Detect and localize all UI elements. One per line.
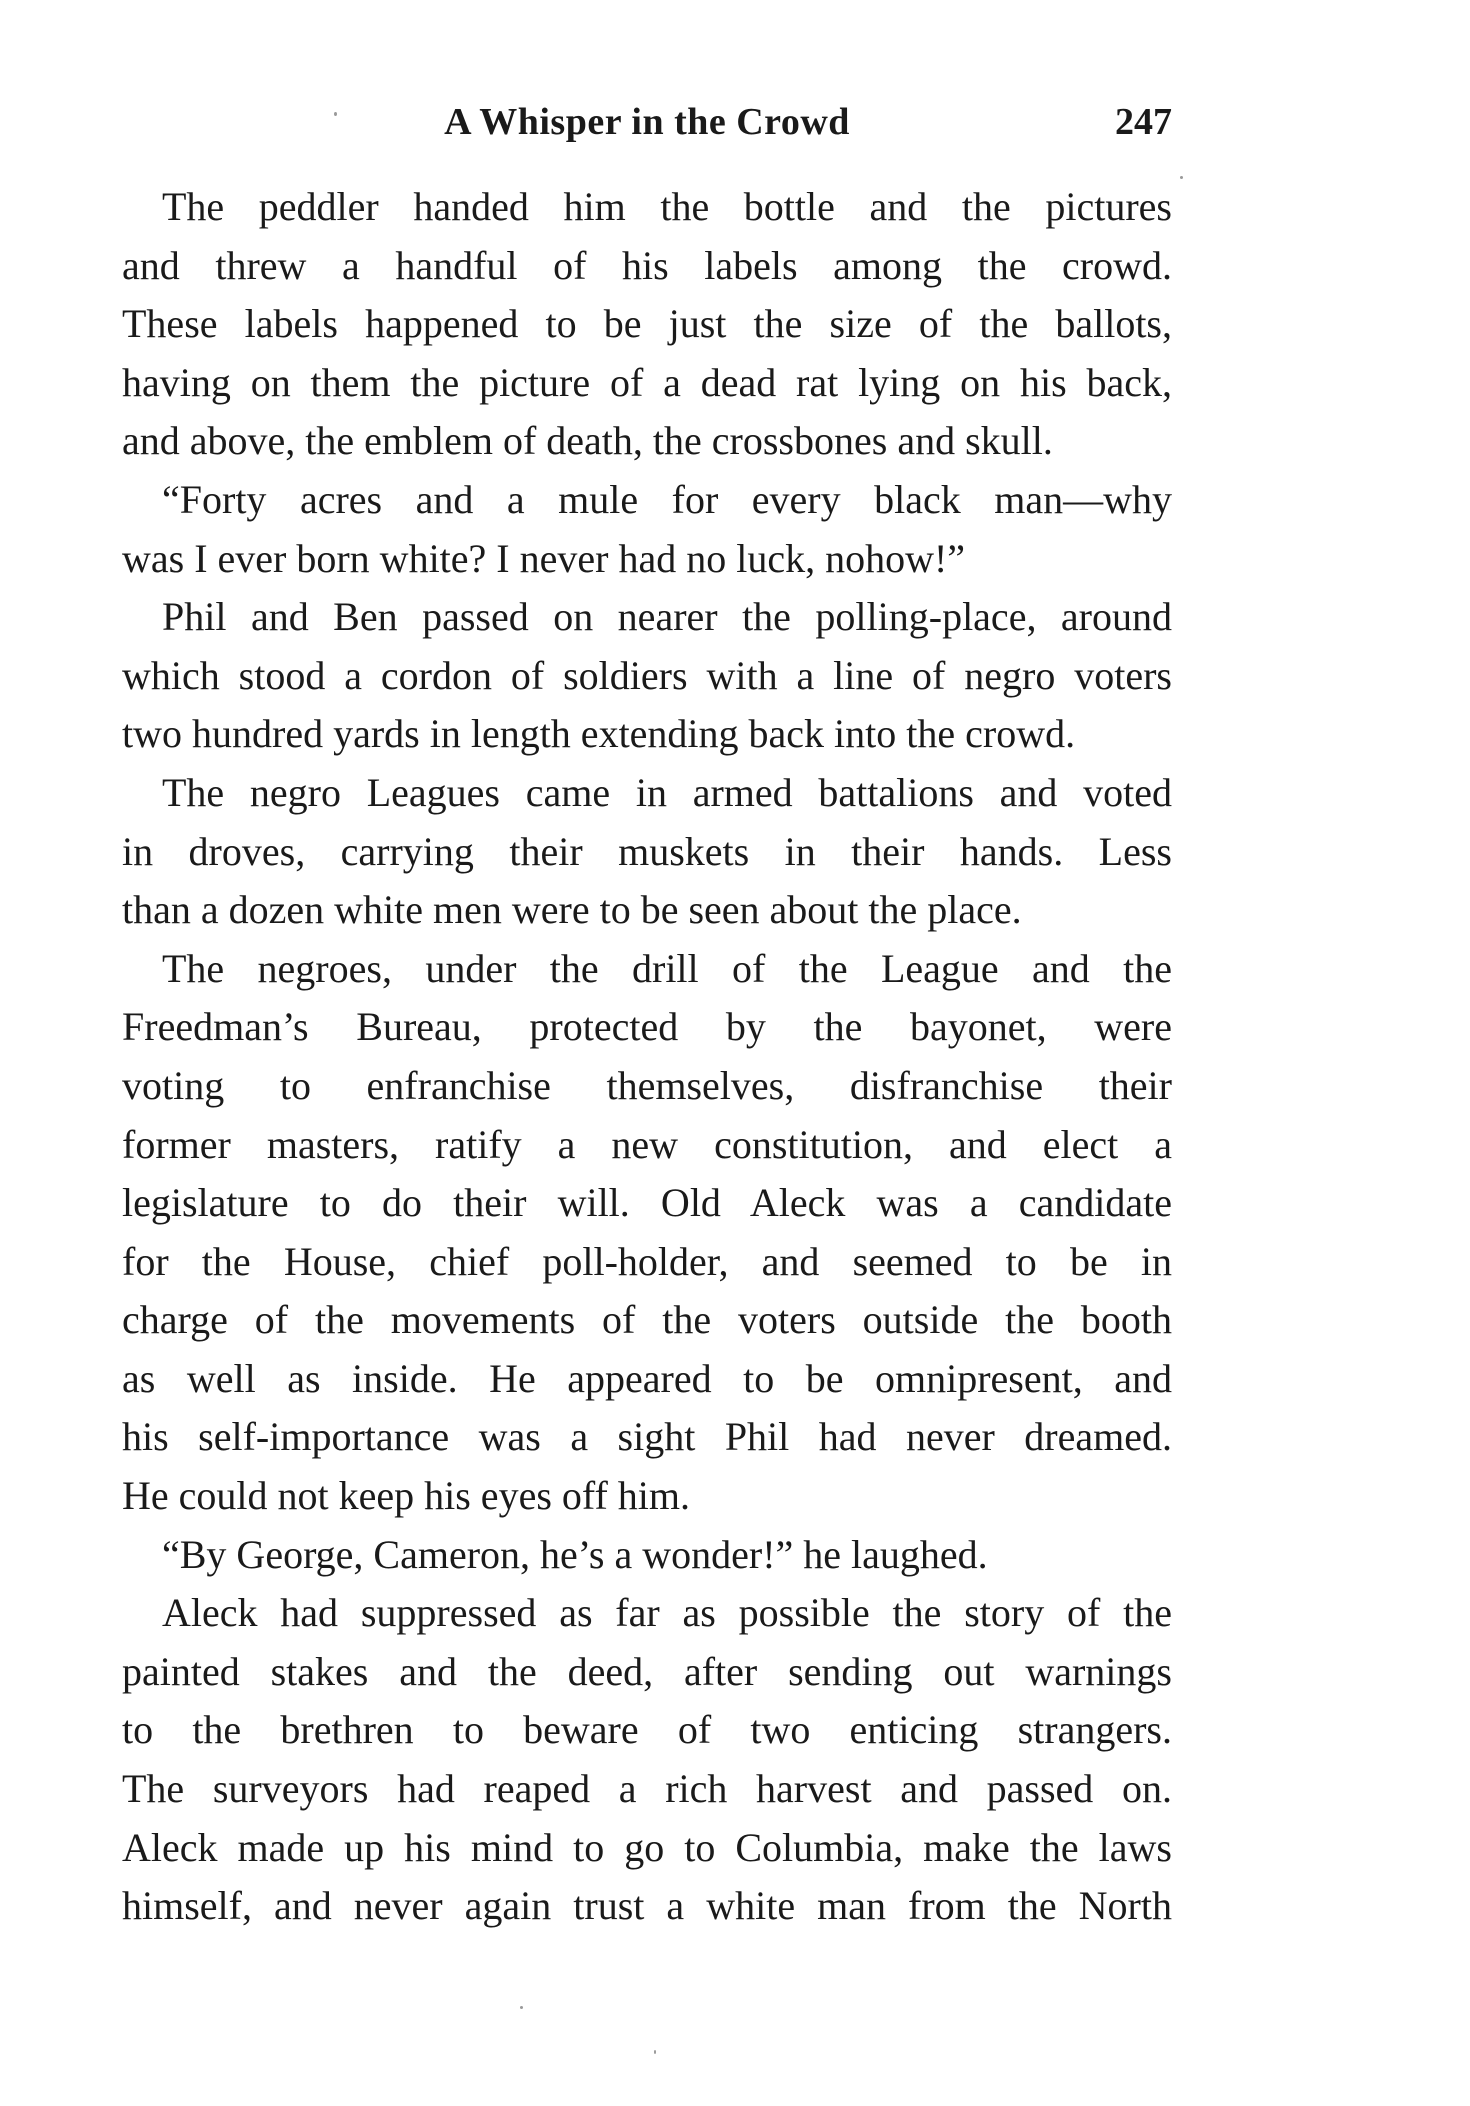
scan-speck (1180, 176, 1183, 179)
text-line: “By George, Cameron, he’s a wonder!” he laughed. (162, 1531, 988, 1577)
text-line: and threw a handful of his labels among the crowd. (122, 242, 1172, 288)
text-line: Freedman’s Bureau, protected by the bayonet, were (122, 1004, 1172, 1050)
text-line: “Forty acres and a mule for every black man—why (162, 476, 1172, 522)
text-line: The surveyors had reaped a rich harvest and passed on. (122, 1766, 1172, 1812)
text-line: The negro Leagues came in armed battalions and voted (162, 769, 1172, 815)
text-line: was I ever born white? I never had no luck, nohow!” (122, 535, 966, 581)
page-number: 247 (1115, 101, 1172, 143)
scan-speck (334, 112, 337, 116)
text-line: than a dozen white men were to be seen about the place. (122, 887, 1022, 933)
text-line: legislature to do their will. Old Aleck was a candidate (122, 1180, 1172, 1226)
text-line: as well as inside. He appeared to be omnipresent, and (122, 1355, 1172, 1401)
text-line: The peddler handed him the bottle and the pictures (162, 184, 1172, 229)
text-line: which stood a cordon of soldiers with a line of negro voters (122, 652, 1172, 698)
text-line: The negroes, under the drill of the League and the (162, 945, 1172, 991)
text-line: Aleck had suppressed as far as possible the story of the (162, 1590, 1172, 1636)
running-head (122, 100, 1172, 156)
text-line: voting to enfranchise themselves, disfranchise their (122, 1062, 1172, 1108)
text-line: his self-importance was a sight Phil had never dreamed. (122, 1414, 1172, 1460)
text-line: for the House, chief poll-holder, and seemed to be in (122, 1238, 1172, 1284)
text-line: to the brethren to beware of two enticing strangers. (122, 1707, 1172, 1753)
scan-speck (520, 2006, 523, 2009)
text-line: having on them the picture of a dead rat lying on his back, (122, 359, 1172, 405)
chapter-title: A Whisper in the Crowd (444, 101, 850, 143)
body-text (122, 178, 1172, 1936)
text-line: two hundred yards in length extending back into the crowd. (122, 711, 1076, 757)
text-line: Phil and Ben passed on nearer the polling-place, around (162, 594, 1172, 640)
text-line: and above, the emblem of death, the crossbones and skull. (122, 418, 1053, 464)
text-line: charge of the movements of the voters outside the booth (122, 1297, 1172, 1343)
scan-speck (654, 2050, 656, 2054)
text-line: in droves, carrying their muskets in their hands. Less (122, 828, 1172, 874)
text-line: He could not keep his eyes off him. (122, 1473, 691, 1519)
text-line: Aleck made up his mind to go to Columbia, make the laws (122, 1824, 1172, 1870)
text-line: former masters, ratify a new constitution, and elect a (122, 1121, 1172, 1167)
text-line: These labels happened to be just the size of the ballots, (122, 301, 1172, 347)
text-line: himself, and never again trust a white man from the North (122, 1883, 1172, 1929)
text-line: painted stakes and the deed, after sending out warnings (122, 1648, 1172, 1694)
